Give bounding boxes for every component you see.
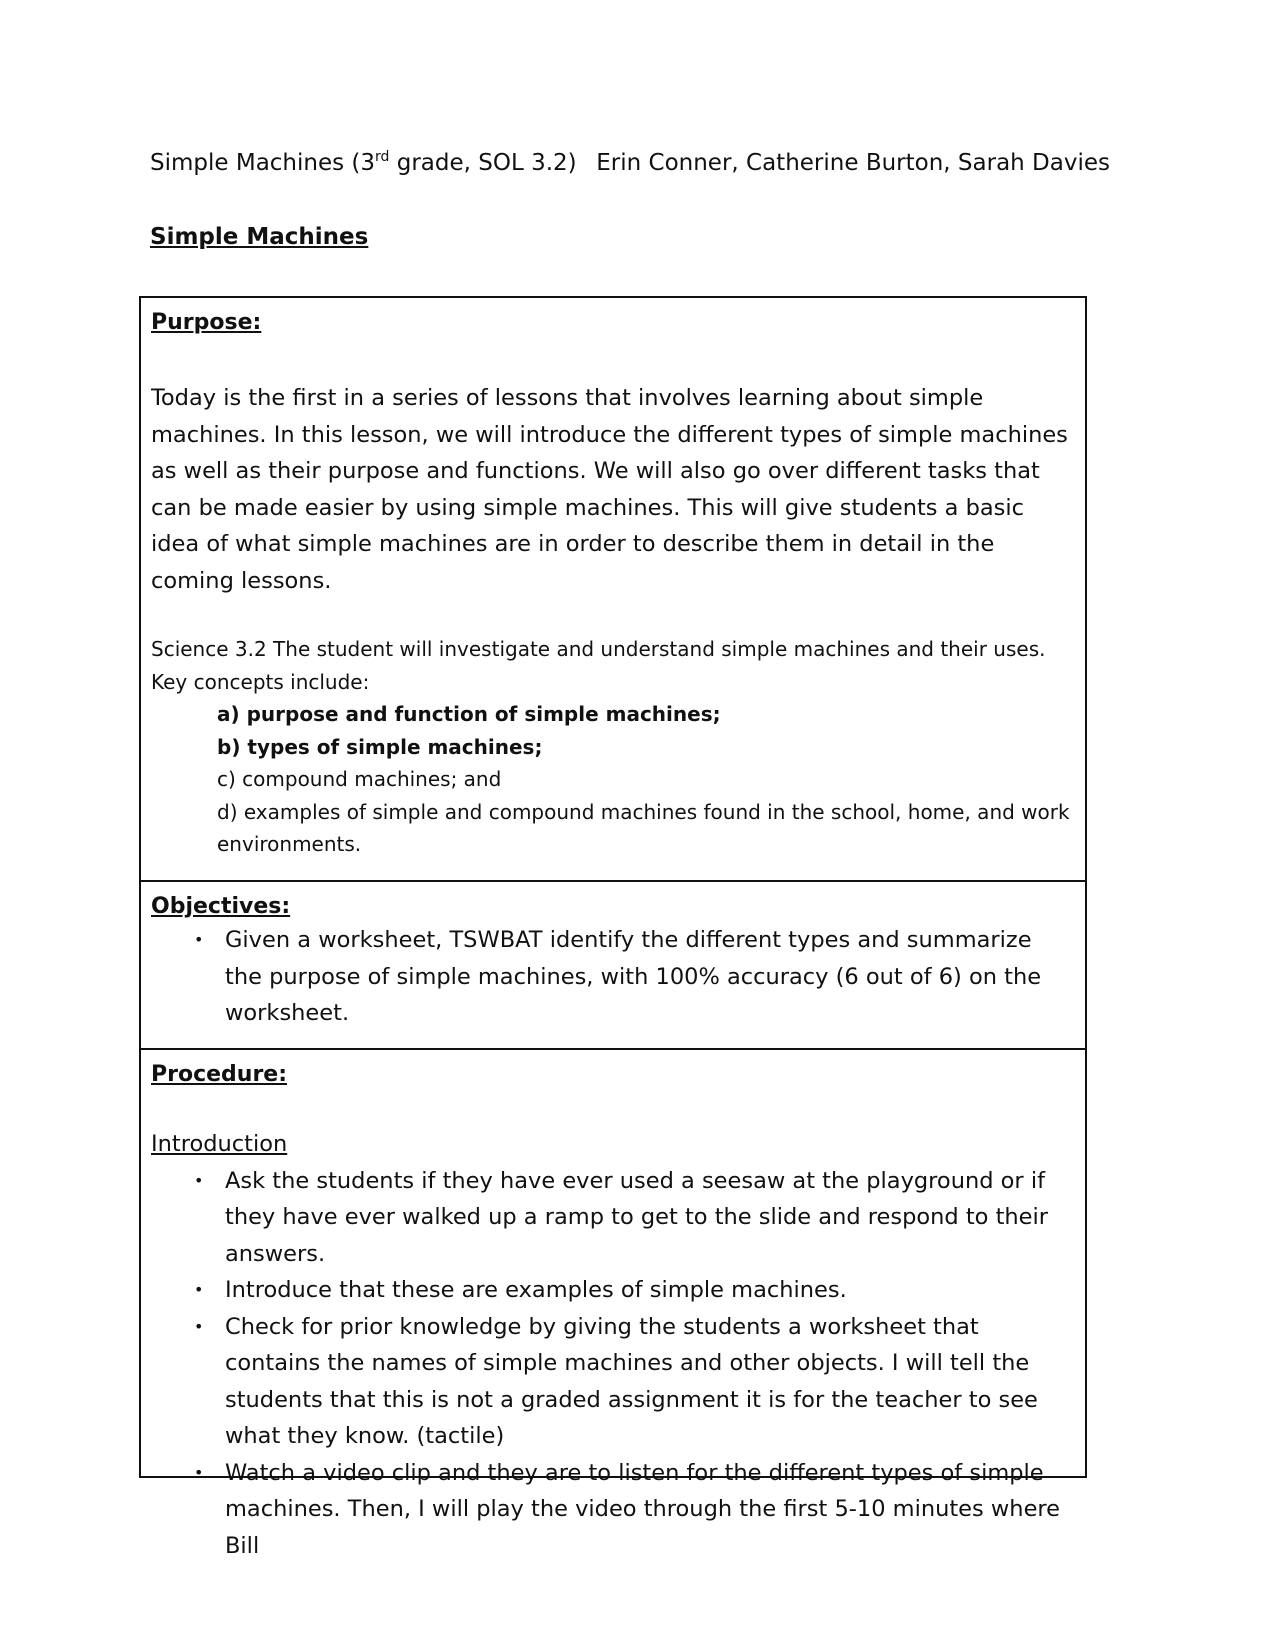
objectives-list: [151, 922, 1073, 1032]
procedure-item: [194, 1455, 1073, 1565]
purpose-text: Today is the first in a series of lessons that involves learning about simple machines. In this lesson, we will introduce the different types of simple machines as well as their purpose and functions. We will also go over different tasks that can be made easier by using simple machines. This will give students a basic idea of what simple machines are in order to describe them in detail in the coming lessons.: [151, 385, 1068, 594]
bullet-icon: •: [194, 930, 204, 949]
bullet-icon: •: [194, 1462, 204, 1482]
sol-intro: Science 3.2 The student will investigate and understand simple machines and their uses. Key concepts include:: [151, 637, 1046, 694]
objective-text: Given a worksheet, TSWBAT identify the different types and summarize the purpose of simple machines, with 100% accuracy (6 out of 6) on the worksheet.: [225, 927, 1042, 1026]
authors: Erin Conner, Catherine Burton, Sarah Davies: [596, 150, 1110, 176]
procedure-list: [151, 1163, 1073, 1565]
bullet-icon: •: [194, 1316, 204, 1336]
procedure-text: Check for prior knowledge by giving the students a worksheet that contains the names of simple machines and other objects. I will tell the students that this is not a graded assignment it is for the teacher to see what they know. (tactile): [225, 1313, 1038, 1449]
lesson-title: [150, 146, 577, 180]
objective-item: [194, 922, 1073, 1032]
objectives-section: [141, 882, 1085, 1050]
procedure-text: Ask the students if they have ever used a seesaw at the playground or if they have ever walked up a ramp to get to the slide and respond to their answers.: [225, 1167, 1048, 1267]
procedure-text: Introduce that these are examples of simple machines.: [225, 1277, 847, 1303]
procedure-item: [194, 1272, 1073, 1309]
sol-item: a) purpose and function of simple machines;: [217, 702, 721, 726]
lesson-title-prefix: Simple Machines (3: [150, 150, 376, 176]
introduction-subheading: Introduction: [151, 1131, 288, 1157]
objectives-heading: Objectives:: [151, 894, 291, 919]
page-header: [150, 146, 1110, 180]
sol-item: b) types of simple machines;: [217, 734, 543, 759]
bullet-icon: •: [194, 1170, 204, 1190]
procedure-text: Watch a video clip and they are to listen for the different types of simple machines. Then, I will play the video through the first 5-10 minutes where Bill: [225, 1459, 1061, 1559]
sol-item: d) examples of simple and compound machines found in the school, home, and work environments.: [217, 799, 1070, 856]
procedure-heading: Procedure:: [151, 1062, 288, 1087]
lesson-title-superscript: rd: [375, 149, 390, 165]
procedure-item: [194, 1309, 1073, 1455]
procedure-section: [141, 1050, 1085, 1559]
sol-item: c) compound machines; and: [217, 767, 502, 791]
purpose-heading: Purpose:: [151, 310, 262, 335]
sol-list: [151, 698, 1073, 861]
lesson-plan-table: [139, 296, 1087, 1559]
bullet-icon: •: [194, 1280, 204, 1299]
purpose-section: [141, 298, 1085, 882]
lesson-title-suffix: grade, SOL 3.2): [389, 150, 577, 176]
document-title: Simple Machines: [150, 224, 369, 250]
procedure-item: [194, 1163, 1073, 1273]
sol-standard: [151, 633, 1073, 861]
